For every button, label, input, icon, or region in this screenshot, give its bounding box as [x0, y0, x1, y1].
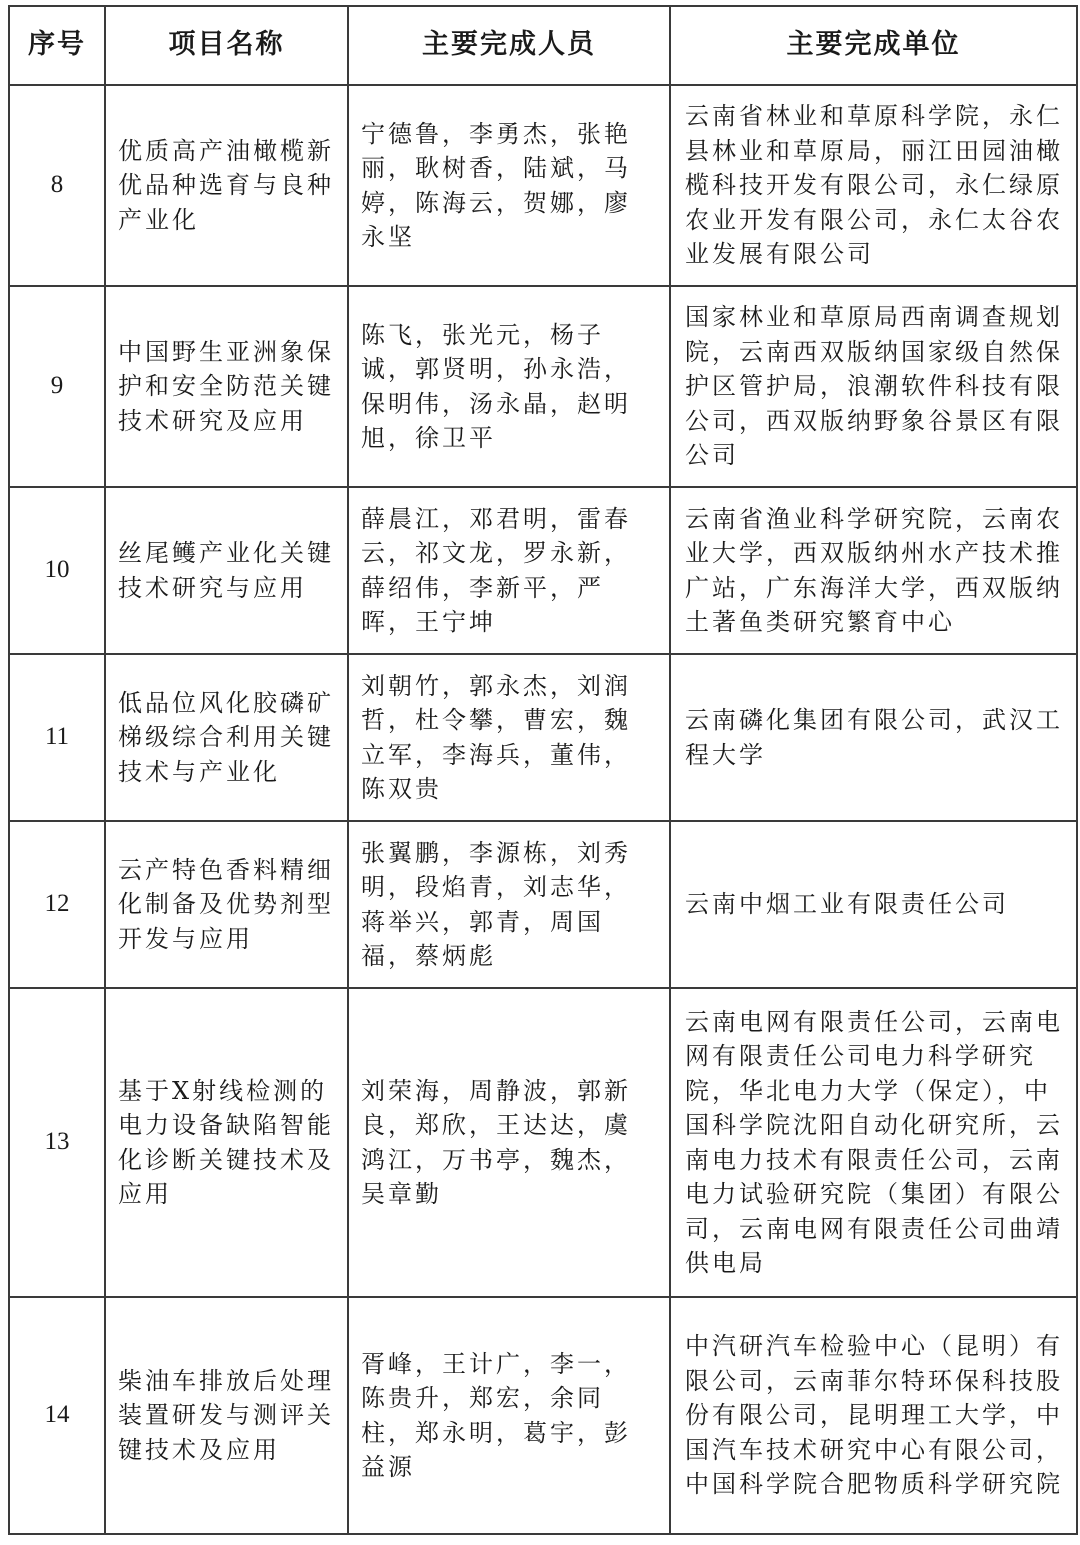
awards-table [8, 5, 1078, 1535]
header-row [9, 6, 1077, 85]
personnel: 胥峰，王计广，李一，陈贵升，郑宏，余同柱，郑永明，葛宇，彭益源 [348, 1297, 670, 1534]
header-main-units: 主要完成单位 [670, 6, 1077, 85]
header-number: 序号 [9, 6, 105, 85]
personnel: 陈飞，张光元，杨子诚，郭贤明，孙永浩，保明伟，汤永晶，赵明旭，徐卫平 [348, 286, 670, 487]
table-row [9, 988, 1077, 1297]
row-number: 12 [9, 821, 105, 988]
personnel: 张翼鹏，李源栋，刘秀明，段焰青，刘志华，蒋举兴，郭青，周国福，蔡炳彪 [348, 821, 670, 988]
units: 云南磷化集团有限公司，武汉工程大学 [670, 654, 1077, 821]
units: 云南省渔业科学研究院，云南农业大学，西双版纳州水产技术推广站，广东海洋大学，西双版纳土著鱼类研究繁育中心 [670, 487, 1077, 654]
row-number: 9 [9, 286, 105, 487]
table-row [9, 1297, 1077, 1534]
units: 中汽研汽车检验中心（昆明）有限公司，云南菲尔特环保科技股份有限公司，昆明理工大学，中国汽车技术研究中心有限公司，中国科学院合肥物质科学研究院 [670, 1297, 1077, 1534]
table-row [9, 85, 1077, 286]
project-name: 云产特色香料精细化制备及优势剂型开发与应用 [105, 821, 348, 988]
header-project-name: 项目名称 [105, 6, 348, 85]
personnel: 宁德鲁，李勇杰，张艳丽，耿树香，陆斌，马婷，陈海云，贺娜，廖永坚 [348, 85, 670, 286]
header-main-personnel: 主要完成人员 [348, 6, 670, 85]
project-name: 基于X射线检测的电力设备缺陷智能化诊断关键技术及应用 [105, 988, 348, 1297]
table-row [9, 487, 1077, 654]
row-number: 13 [9, 988, 105, 1297]
project-name: 丝尾鳠产业化关键技术研究与应用 [105, 487, 348, 654]
personnel: 刘朝竹，郭永杰，刘润哲，杜令攀，曹宏，魏立军，李海兵，董伟，陈双贵 [348, 654, 670, 821]
table-row [9, 286, 1077, 487]
personnel: 刘荣海，周静波，郭新良，郑欣，王达达，虞鸿江，万书亭，魏杰，吴章勤 [348, 988, 670, 1297]
row-number: 11 [9, 654, 105, 821]
row-number: 14 [9, 1297, 105, 1534]
table-row [9, 654, 1077, 821]
project-name: 柴油车排放后处理装置研发与测评关键技术及应用 [105, 1297, 348, 1534]
personnel: 薛晨江，邓君明，雷春云，祁文龙，罗永新，薛绍伟，李新平，严晖，王宁坤 [348, 487, 670, 654]
units: 云南中烟工业有限责任公司 [670, 821, 1077, 988]
units: 云南省林业和草原科学院，永仁县林业和草原局，丽江田园油橄榄科技开发有限公司，永仁绿原农业开发有限公司，永仁太谷农业发展有限公司 [670, 85, 1077, 286]
project-name: 优质高产油橄榄新优品种选育与良种产业化 [105, 85, 348, 286]
table-row [9, 821, 1077, 988]
project-name: 中国野生亚洲象保护和安全防范关键技术研究及应用 [105, 286, 348, 487]
units: 云南电网有限责任公司，云南电网有限责任公司电力科学研究院，华北电力大学（保定），中国科学院沈阳自动化研究所，云南电力技术有限责任公司，云南电力试验研究院（集团）有限公司，云南电网有限责任公司曲靖供电局 [670, 988, 1077, 1297]
units: 国家林业和草原局西南调查规划院，云南西双版纳国家级自然保护区管护局，浪潮软件科技有限公司，西双版纳野象谷景区有限公司 [670, 286, 1077, 487]
row-number: 10 [9, 487, 105, 654]
row-number: 8 [9, 85, 105, 286]
project-name: 低品位风化胶磷矿梯级综合利用关键技术与产业化 [105, 654, 348, 821]
